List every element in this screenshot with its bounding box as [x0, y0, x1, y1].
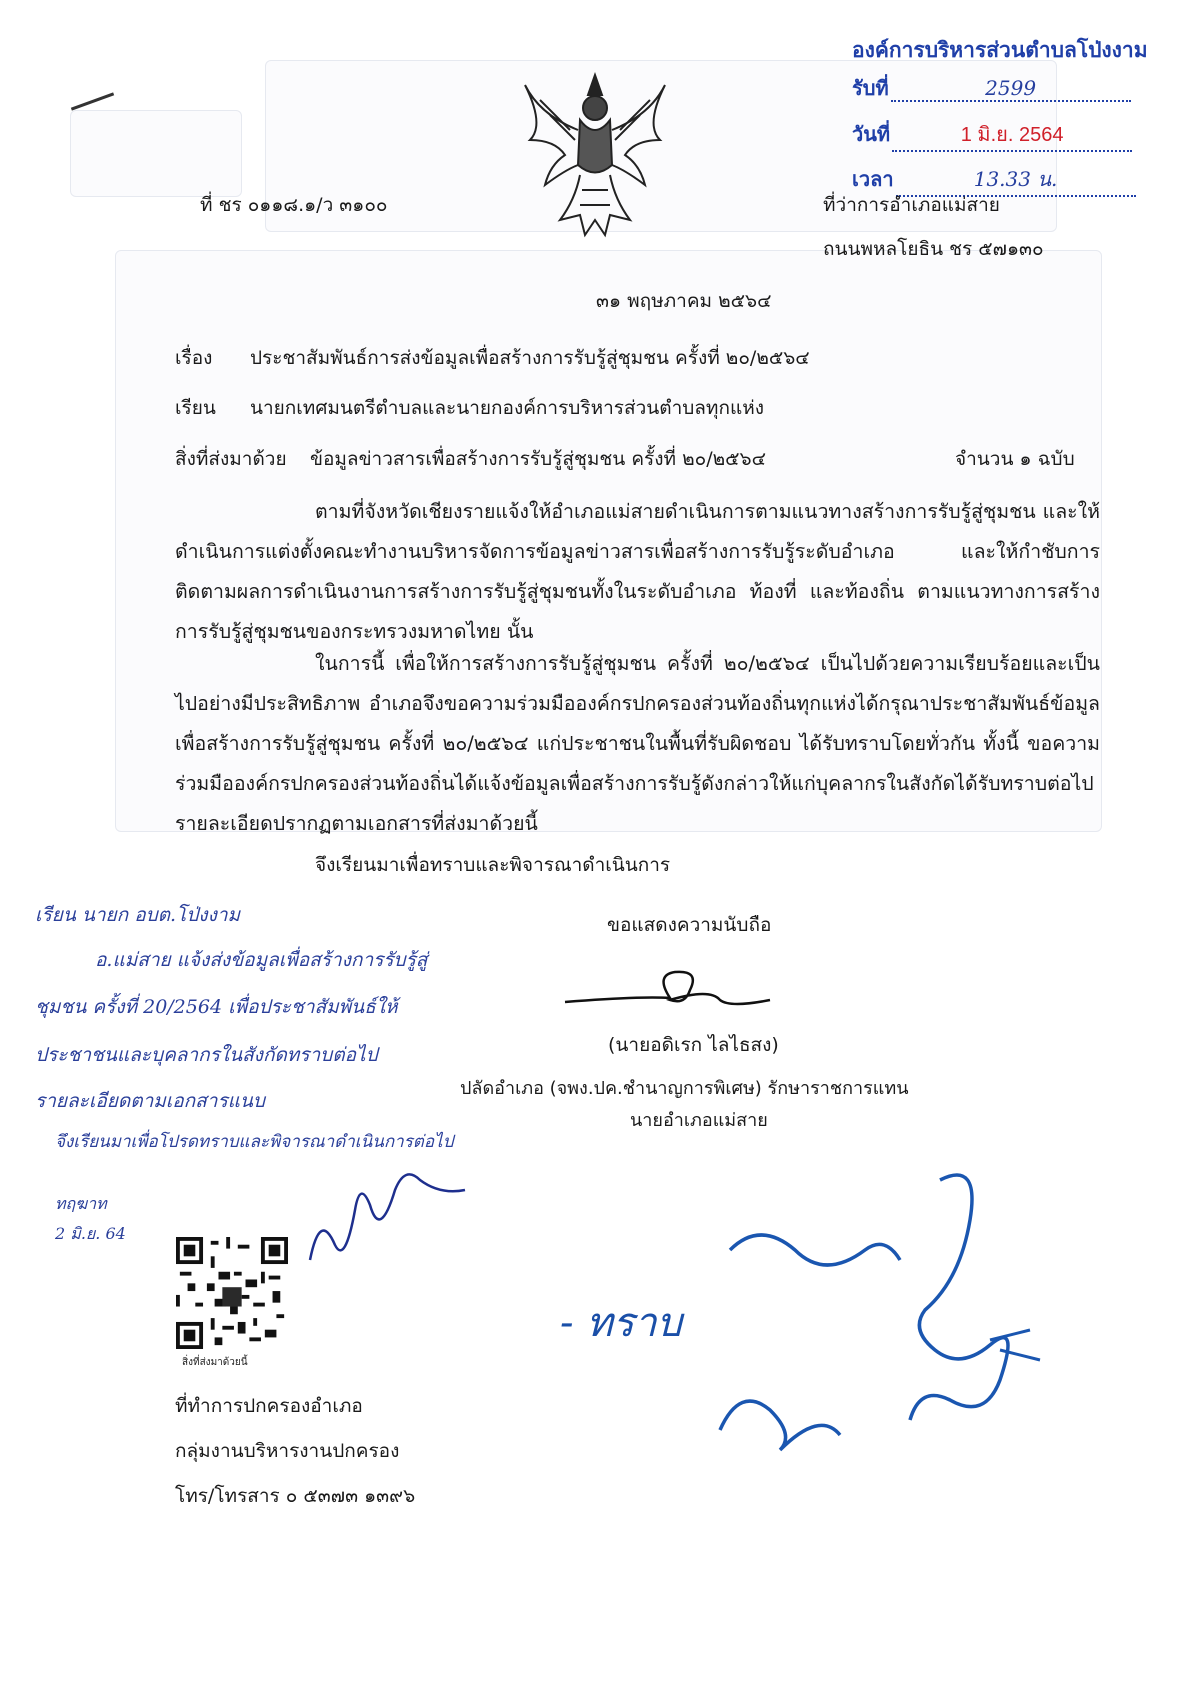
signer-name: (นายอดิเรก ไลไธสง) — [608, 1034, 779, 1056]
handwritten-date: 2 มิ.ย. 64 — [55, 1224, 126, 1243]
stamp-received-label: รับที่ — [852, 76, 889, 100]
stamp-date-label: วันที่ — [852, 122, 891, 146]
to-text: นายกเทศมนตรีตำบลและนายกองค์การบริหารส่วนตำบลทุกแห่ง — [250, 397, 765, 419]
footer-office-line2: กลุ่มงานบริหารงานปกครอง — [175, 1440, 400, 1462]
body-paragraph-1: ตามที่จังหวัดเชียงรายแจ้งให้อำเภอแม่สายดำเนินการตามแนวทางสร้างการรับรู้สู่ชุมชน และให้ดำเนินการแต่งตั้งคณะทำงานบริหารจัดการข้อมูลข่าวสารเพื่อสร้างการรับรู้ระดับอำเภอ และให้กำชับการติดตามผลการดำเนินงานการสร้างการรับรู้สู่ชุมชนทั้งในระดับอำเภอ ท้องที่ และท้องถิ่น ตามแนวทางการสร้างการรับรู้สู่ชุมชนของกระทรวงมหาดไทย นั้น — [175, 500, 1100, 643]
scan-artifact — [71, 92, 114, 110]
closing-line: จึงเรียนมาเพื่อทราบและพิจารณาดำเนินการ — [315, 854, 671, 876]
document-number: ที่ ชร ๐๑๑๘.๑/ว ๓๑๐๐ — [200, 194, 388, 216]
handwritten-line-6: จึงเรียนมาเพื่อโปรดทราบและพิจารณาดำเนินการต่อไป — [55, 1132, 454, 1152]
qr-code — [176, 1237, 288, 1349]
handwritten-bottom-signature — [700, 1160, 1060, 1460]
handwritten-signer: ทฤฆาท — [55, 1194, 107, 1213]
handwritten-signature — [300, 1150, 470, 1270]
stamp-time-label: เวลา — [852, 167, 894, 191]
subject-text: ประชาสัมพันธ์การส่งข้อมูลเพื่อสร้างการรับรู้สู่ชุมชน ครั้งที่ ๒๐/๒๕๖๔ — [250, 347, 810, 369]
handwritten-line-4: ประชาชนและบุคลากรในสังกัดทราบต่อไป — [35, 1044, 378, 1066]
handwritten-bottom-note: - ทราบ — [560, 1300, 682, 1346]
stamp-date-row — [852, 118, 1132, 152]
footer-office-line1: ที่ทำการปกครองอำเภอ — [175, 1395, 363, 1417]
scan-artifact — [70, 110, 242, 197]
to-label: เรียน — [175, 397, 216, 419]
handwritten-line-2: อ.แม่สาย แจ้งส่งข้อมูลเพื่อสร้างการรับรู้สู่ — [95, 949, 428, 971]
signer-position-1: ปลัดอำเภอ (จพง.ปค.ชำนาญการพิเศษ) รักษาราชการแทน — [460, 1078, 909, 1099]
stamp-received-no: 2599 — [891, 76, 1131, 102]
qr-caption: สิ่งที่ส่งมาด้วยนี้ — [182, 1357, 248, 1368]
enclosure-text: ข้อมูลข่าวสารเพื่อสร้างการรับรู้สู่ชุมชน ครั้งที่ ๒๐/๒๕๖๔ — [310, 448, 766, 470]
letter-date: ๓๑ พฤษภาคม ๒๕๖๔ — [596, 290, 772, 312]
enclosure-count: จำนวน ๑ ฉบับ — [955, 448, 1075, 470]
official-signature — [560, 960, 780, 1020]
regards-line: ขอแสดงความนับถือ — [607, 914, 772, 936]
garuda-emblem — [520, 70, 670, 245]
stamp-time-value: 13.33 น. — [896, 163, 1136, 197]
enclosure-label: สิ่งที่ส่งมาด้วย — [175, 448, 287, 470]
office-address-line2: ถนนพหลโยธิน ชร ๕๗๑๓๐ — [823, 238, 1044, 260]
stamp-date-value: 1 มิ.ย. 2564 — [892, 118, 1132, 152]
handwritten-line-1: เรียน นายก อบต.โป่งงาม — [35, 904, 241, 926]
signer-position-2: นายอำเภอแม่สาย — [630, 1110, 768, 1131]
footer-phone: โทร/โทรสาร ๐ ๕๓๗๓ ๑๓๙๖ — [175, 1485, 416, 1507]
stamp-received-row — [852, 72, 1131, 104]
body-paragraph-2: ในการนี้ เพื่อให้การสร้างการรับรู้สู่ชุมชน ครั้งที่ ๒๐/๒๕๖๔ เป็นไปด้วยความเรียบร้อยและเป็นไปอย่างมีประสิทธิภาพ อำเภอจึงขอความร่วมมือองค์กรปกครองส่วนท้องถิ่นทุกแห่งได้กรุณาประชาสัมพันธ์ข้อมูลเพื่อสร้างการรับรู้สู่ชุมชน ครั้งที่ ๒๐/๒๕๖๔ แก่ประชาชนในพื้นที่รับผิดชอบ ได้รับทราบโดยทั่วกัน ทั้งนี้ ขอความร่วมมือองค์กรปกครองส่วนท้องถิ่นได้แจ้งข้อมูลเพื่อสร้างการรับรู้ดังกล่าวให้แก่บุคลากรในสังกัดได้รับทราบต่อไป รายละเอียดปรากฏตามเอกสารที่ส่งมาด้วยนี้ — [175, 652, 1100, 835]
office-address-line1: ที่ว่าการอำเภอแม่สาย — [823, 194, 1000, 216]
stamp-org: องค์การบริหารส่วนตำบลโป่งงาม — [852, 38, 1148, 62]
handwritten-line-5: รายละเอียดตามเอกสารแนบ — [35, 1090, 265, 1112]
subject-label: เรื่อง — [175, 347, 213, 369]
handwritten-line-3: ชุมชน ครั้งที่ 20/2564 เพื่อประชาสัมพันธ์ให้ — [35, 996, 398, 1018]
